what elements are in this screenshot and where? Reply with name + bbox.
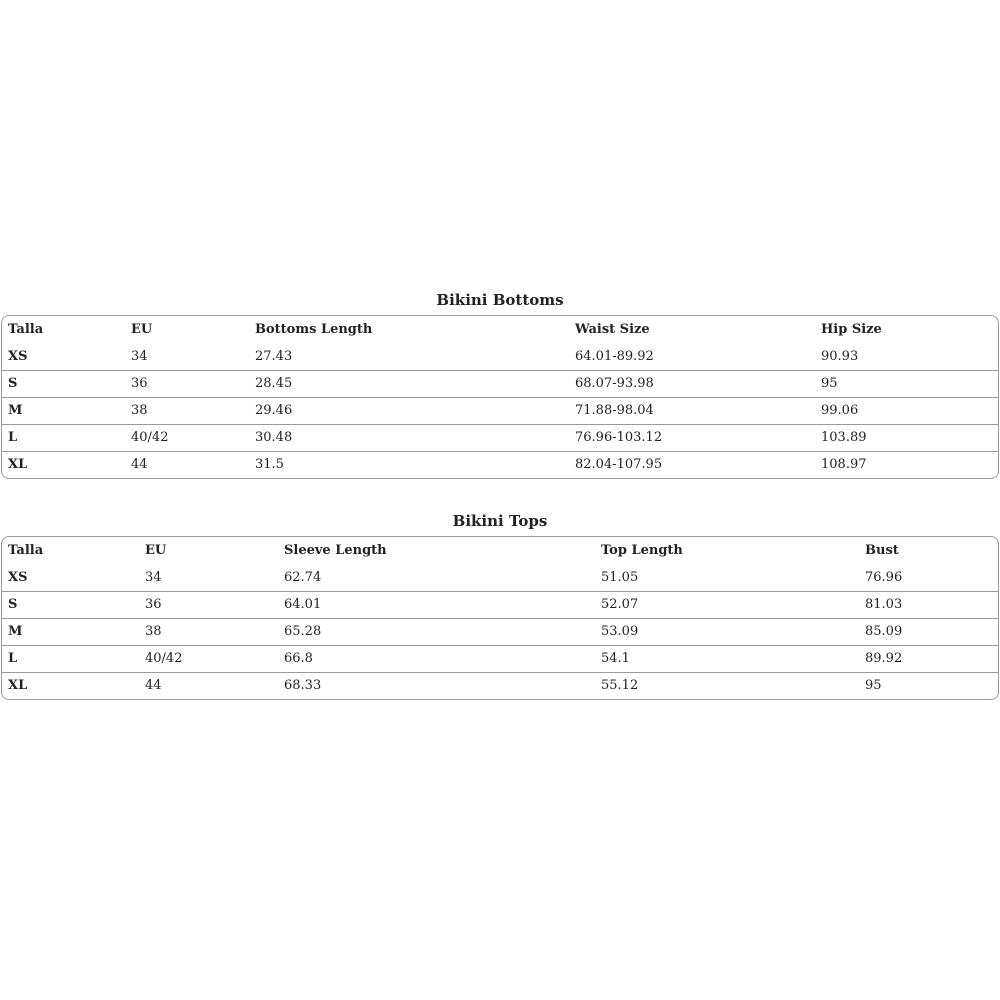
table-cell: 52.07 <box>595 591 859 618</box>
table-cell: 103.89 <box>815 424 998 451</box>
table-header-row <box>2 537 998 564</box>
table-row <box>2 424 998 451</box>
column-header: Talla <box>8 543 44 558</box>
table-cell: 53.09 <box>595 618 859 645</box>
table-row <box>2 672 998 699</box>
size-cell: XL <box>2 451 125 478</box>
table-cell: 85.09 <box>859 618 998 645</box>
table-cell: 64.01 <box>278 591 595 618</box>
table-row <box>2 397 998 424</box>
table-row <box>2 645 998 672</box>
table-cell: 108.97 <box>815 451 998 478</box>
table-cell: 27.43 <box>255 348 293 364</box>
size-cell: S <box>2 370 125 397</box>
bikini-tops-table-frame <box>1 536 999 700</box>
bikini-tops-table <box>2 537 998 699</box>
table-cell: 29.46 <box>249 397 569 424</box>
table-cell: 36 <box>125 370 249 397</box>
table-cell: 44 <box>139 672 278 699</box>
table-row <box>2 370 998 397</box>
table-cell: 51.05 <box>601 569 639 585</box>
table-cell: 40/42 <box>125 424 249 451</box>
size-cell: M <box>2 618 139 645</box>
bikini-bottoms-title: Bikini Bottoms <box>436 291 564 309</box>
bikini-bottoms-table-frame <box>1 315 999 479</box>
column-header: Bust <box>865 543 899 558</box>
table-cell: 30.48 <box>249 424 569 451</box>
table-header-row <box>2 316 998 343</box>
table-cell: 89.92 <box>859 645 998 672</box>
column-header: EU <box>131 322 153 337</box>
bikini-bottoms-section <box>1 287 999 479</box>
table-row <box>2 591 998 618</box>
table-row <box>2 618 998 645</box>
table-cell: 81.03 <box>859 591 998 618</box>
table-cell: 95 <box>859 672 998 699</box>
table-cell: 66.8 <box>278 645 595 672</box>
bikini-tops-section <box>1 508 999 700</box>
table-cell: 44 <box>125 451 249 478</box>
size-cell: L <box>2 424 125 451</box>
table-cell: 95 <box>815 370 998 397</box>
size-cell: S <box>2 591 139 618</box>
size-cell: M <box>2 397 125 424</box>
column-header: Top Length <box>601 543 683 558</box>
size-cell: XS <box>8 348 28 364</box>
column-header: Waist Size <box>575 322 650 337</box>
table-cell: 65.28 <box>278 618 595 645</box>
table-cell: 54.1 <box>595 645 859 672</box>
column-header: Sleeve Length <box>284 543 387 558</box>
table-cell: 38 <box>139 618 278 645</box>
table-cell: 82.04-107.95 <box>569 451 815 478</box>
column-header: Hip Size <box>821 322 882 337</box>
table-cell: 34 <box>145 569 162 585</box>
column-header: Talla <box>8 322 44 337</box>
table-cell: 64.01-89.92 <box>575 348 654 364</box>
bikini-tops-title: Bikini Tops <box>452 512 548 530</box>
size-cell: XS <box>8 569 28 585</box>
table-cell: 90.93 <box>821 348 859 364</box>
column-header: Bottoms Length <box>255 322 373 337</box>
table-cell: 68.07-93.98 <box>569 370 815 397</box>
table-cell: 36 <box>139 591 278 618</box>
bikini-bottoms-table <box>2 316 998 478</box>
table-row <box>2 451 998 478</box>
table-cell: 34 <box>131 348 148 364</box>
table-cell: 38 <box>125 397 249 424</box>
table-cell: 55.12 <box>595 672 859 699</box>
table-cell: 28.45 <box>249 370 569 397</box>
table-cell: 31.5 <box>249 451 569 478</box>
table-cell: 76.96 <box>865 569 903 585</box>
table-row <box>2 343 998 370</box>
table-cell: 68.33 <box>278 672 595 699</box>
column-header: EU <box>145 543 167 558</box>
table-cell: 62.74 <box>284 569 322 585</box>
table-cell: 99.06 <box>815 397 998 424</box>
table-cell: 40/42 <box>139 645 278 672</box>
size-cell: L <box>2 645 139 672</box>
table-cell: 76.96-103.12 <box>569 424 815 451</box>
table-row <box>2 564 998 591</box>
table-cell: 71.88-98.04 <box>569 397 815 424</box>
size-cell: XL <box>2 672 139 699</box>
